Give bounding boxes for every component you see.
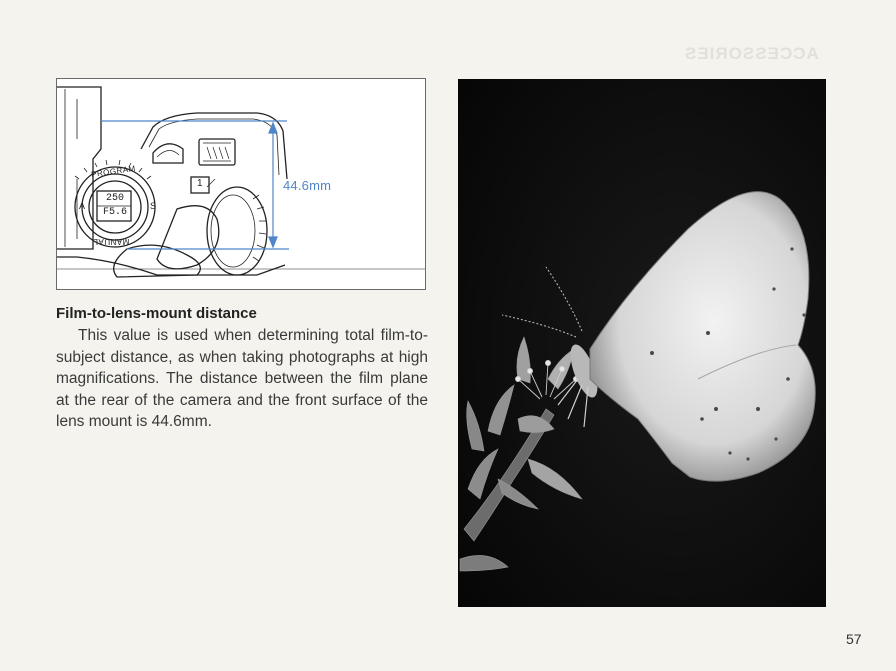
butterfly-image <box>458 79 826 607</box>
dial-shutter-readout: 250 <box>106 193 125 204</box>
dimension-label: 44.6mm <box>283 178 332 193</box>
body-paragraph: This value is used when determining total film-to-subject distance, as when taking photographs at high magnifications. The distance between the film plane at the rear of the camera and the front surface of the lens mount is 44.6mm. <box>56 327 428 431</box>
shutter-dial-number: 1 <box>197 178 203 189</box>
butterfly-photo <box>458 79 826 607</box>
dial-label-manual: MANUAL <box>93 237 130 246</box>
dial-label-program: PROGRAM <box>90 163 137 180</box>
camera-illustration <box>57 79 426 290</box>
dial-label-s: S <box>150 201 157 211</box>
camera-diagram <box>56 78 426 290</box>
dial-label-a: A <box>79 201 86 211</box>
section-heading: Film-to-lens-mount distance <box>56 305 257 322</box>
page-number: 57 <box>846 631 862 647</box>
dial-aperture-readout: F5.6 <box>103 207 128 218</box>
bleed-through-text: ACCESSORIES <box>684 44 819 63</box>
